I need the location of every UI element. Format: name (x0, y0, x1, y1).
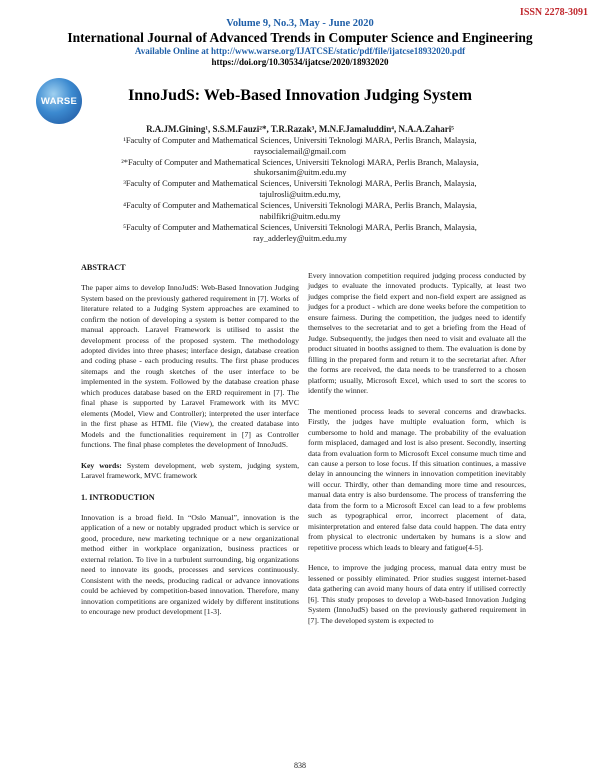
author-email: nabilfikri@uitm.edu.my (259, 212, 341, 222)
abstract-heading: ABSTRACT (81, 263, 126, 272)
author-names: R.A.JM.Gining¹, S.S.M.Fauzi²*, T.R.Razak³, M.N.F.Jamaluddin⁴, N.A.A.Zahari⁵ (146, 124, 454, 134)
issn-label: ISSN 2278-3091 (519, 7, 588, 18)
paper-title: InnoJudS: Web-Based Innovation Judging System (128, 87, 472, 104)
author-email: raysocialemail@gmail.com (253, 146, 347, 156)
affiliation-line: ²*Faculty of Computer and Mathematical Sciences, Universiti Teknologi MARA, Perlis Branch, Malaysia, (121, 157, 479, 167)
online-url[interactable]: Available Online at http://www.warse.org/IJATCSE/static/pdf/file/ijatcse18932020.pdf (134, 46, 466, 57)
keywords-label: Key words: (81, 460, 122, 470)
affiliation-line: ³Faculty of Computer and Mathematical Sciences, Universiti Teknologi MARA, Perlis Branch, Malaysia, (123, 179, 477, 189)
affiliation-line: ⁵Faculty of Computer and Mathematical Sciences, Universiti Teknologi MARA, Perlis Branch, Malaysia, (123, 223, 477, 233)
author-block (0, 124, 600, 245)
right-column (308, 271, 526, 636)
abstract-text: The paper aims to develop InnoJudS: Web-Based Innovation Judging System based on the previously gathered requirement in [7]. Works of literature related to a Judging System approaches are examined to confirm the notion of developing a system is better compared to the manual approach. Laravel Framework is utilised to assist the development process of the proposed system. The methodology adopted divides into three phases; interface design, database creation and coding phase - each producing results. The first phase produces sitemaps and the rough sketches of the user interface to be implemented in the system. Followed by the database creation phase which produces database based on the ERD requirement in [7]. The final phase is supported by Laravel Framework with its MVC elements (Model, View and Controller); interpreted the user interface in the first phase as HTML file (View), the created database into Models and the functionalities requirement in [7] as Controller functions. The final phase completes the development of InnoJudS. (81, 283, 299, 450)
affiliation-line: ¹Faculty of Computer and Mathematical Sciences, Universiti Teknologi MARA, Perlis Branch, Malaysia, (123, 135, 477, 145)
author-email: shukorsanim@uitm.edu.my (253, 168, 347, 178)
introduction-heading: 1. INTRODUCTION (81, 492, 155, 502)
journal-title: International Journal of Advanced Trends in Computer Science and Engineering (67, 30, 533, 46)
keywords-text: System development, web system, judging system, Laravel framework, MVC framework (81, 460, 299, 481)
doi-link[interactable]: https://doi.org/10.30534/ijatcse/2020/18932020 (211, 56, 389, 67)
author-email: ray_adderley@uitm.edu.my (253, 233, 347, 243)
journal-masthead (0, 18, 600, 68)
left-column (81, 262, 299, 627)
warse-logo-icon: WARSE (36, 78, 82, 124)
page-number: 838 (294, 761, 306, 770)
body-paragraph: The mentioned process leads to several concerns and drawbacks. Firstly, the judges have multiple evaluation form, which is cumbersome to hold and manage. The probability of the evaluation form misplaced, damaged and lost is also present. Secondly, inserting data from evaluation form to Microsoft Excel consume much time and can cause a person to lose focus. If this situation continues, a massive delay in announcing the winners in innovation competition inevitably will occur. Thirdly, other than demanding more time and resources, manual data entry is also burdensome. The process of transferring the data from the form to a Microsoft Excel can lead to a few problems such as typographical error, incorrect placement of data, misinterpretation and entered false data could happen. The data entry from physical to electronic undertaken by humans is a slow and repetitive process which leads to bleary and fatigue[4-5]. (308, 406, 526, 552)
affiliation-line: ⁴Faculty of Computer and Mathematical Sciences, Universiti Teknologi MARA, Perlis Branch, Malaysia, (123, 201, 477, 211)
body-paragraph: Every innovation competition required judging process conducted by judges to evaluate the innovated products. Typically, at least two judges comprise the field expert and non-field expert are assigned as judges for a product - which are done weeks before the competition to ensure fairness. During the competition, the judges need to identify themselves to the secretariat and to get a briefing from the Head of Judge. Subsequently, the judges then need to visit and evaluate all the product situated in booths assigned to them. The evaluation is done by filling in the prepared form and return it to the secretariat after. After the forms are received, the data needs to be transferred to a chosen platform; usually, Microsoft Excel, which used to sort the scores to identify the winner. (308, 271, 526, 396)
body-paragraph: Hence, to improve the judging process, manual data entry must be lessened or possibly eliminated. Prior studies suggest internet-based data gathering can avoid many hours of data entry if utilised correctly [6]. This study proposes to develop a Web-based Innovation Judging System (InnoJudS) based on the previously gathered requirement in [7]. The developed system is expected to (308, 563, 526, 625)
keywords (81, 461, 299, 482)
volume-line: Volume 9, No.3, May - June 2020 (226, 18, 374, 29)
author-email: tajulrosli@uitm.edu.my, (259, 190, 341, 200)
introduction-paragraph: Innovation is a broad field. In “Oslo Manual”, innovation is the application of a new or notably upgraded product which is service or good, procedure, new marketing technique or a new organizational method either in workplace organization, business practices or external relation. To live in a turbulent surrounding, big organizations need to innovate its goods, processes and services continuously. Consistent with the needs, producing radical or advance innovations could be achieved by competition-based innovation. Therefore, many innovation competitions are organized widely by different institutions to encourage new product development [1-3]. (81, 512, 299, 616)
